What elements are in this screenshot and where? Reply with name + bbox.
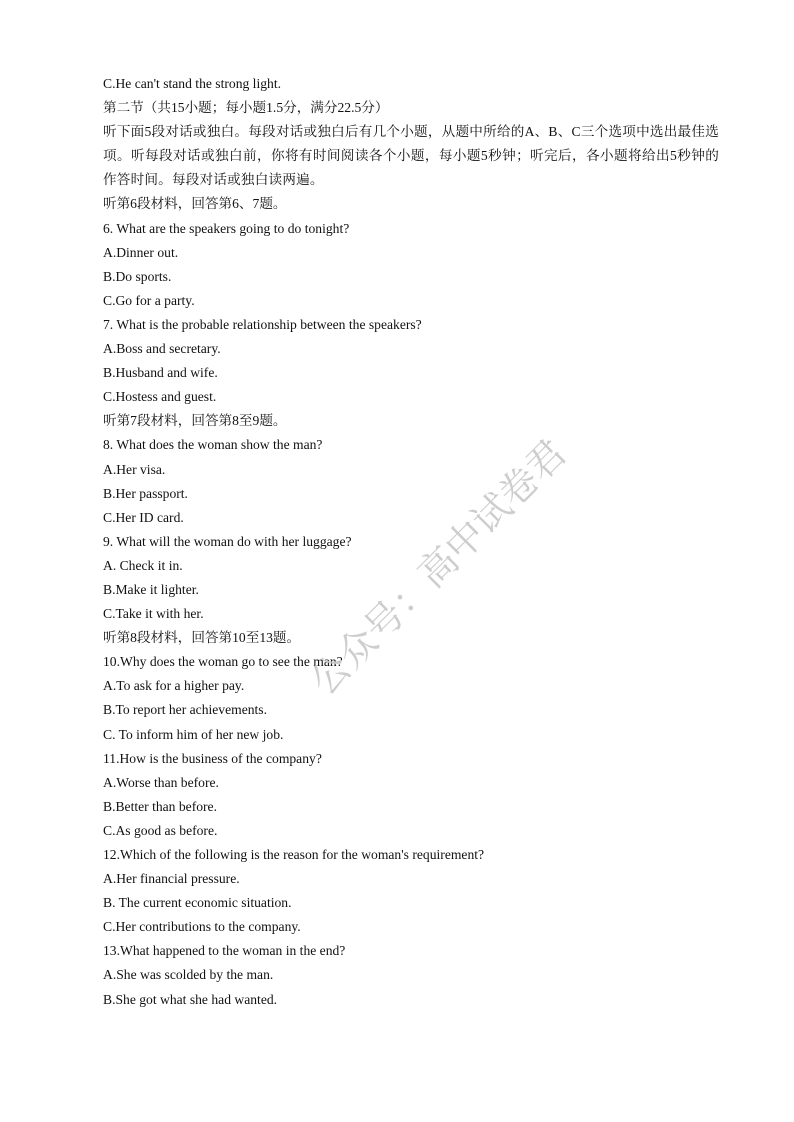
q6-option-a: A.Dinner out. bbox=[103, 244, 179, 260]
q7-option-a: A.Boss and secretary. bbox=[103, 341, 221, 357]
question-10: 10.Why does the woman go to see the man? bbox=[103, 654, 343, 670]
q12-option-c: C.Her contributions to the company. bbox=[103, 919, 301, 935]
q6-option-c: C.Go for a party. bbox=[103, 292, 195, 308]
q9-option-b: B.Make it lighter. bbox=[103, 581, 199, 597]
passage-6-heading: 听第6段材料，回答第6、7题。 bbox=[103, 196, 287, 212]
q7-option-c: C.Hostess and guest. bbox=[103, 389, 217, 405]
q9-option-c: C.Take it with her. bbox=[103, 606, 204, 622]
question-13: 13.What happened to the woman in the end? bbox=[103, 943, 346, 959]
passage-7-heading: 听第7段材料，回答第8至9题。 bbox=[103, 413, 287, 429]
q13-option-b: B.She got what she had wanted. bbox=[103, 991, 278, 1007]
question-11: 11.How is the business of the company? bbox=[103, 750, 322, 766]
q8-option-b: B.Her passport. bbox=[103, 485, 188, 501]
section-instructions: 听下面5段对话或独白。每段对话或独白后有几个小题，从题中所给的A、B、C三个选项中选出最佳选项。听每段对话或独白前，你将有时间阅读各个小题，每小题5秒钟；听完后，各小题将给出5秒钟的作答时间。每段对话或独白读两遍。 bbox=[103, 124, 719, 188]
q11-option-c: C.As good as before. bbox=[103, 822, 218, 838]
watermark: 公众号：高中试卷君 bbox=[301, 430, 575, 704]
q12-option-a: A.Her financial pressure. bbox=[103, 871, 240, 887]
q10-option-c: C. To inform him of her new job. bbox=[103, 726, 284, 742]
question-7: 7. What is the probable relationship between the speakers? bbox=[103, 316, 422, 332]
document-page bbox=[0, 72, 794, 1012]
q10-option-b: B.To report her achievements. bbox=[103, 702, 268, 718]
question-6: 6. What are the speakers going to do tonight? bbox=[103, 220, 350, 236]
question-9: 9. What will the woman do with her luggage? bbox=[103, 533, 352, 549]
question-12: 12.Which of the following is the reason for the woman's requirement? bbox=[103, 847, 485, 862]
q8-option-c: C.Her ID card. bbox=[103, 509, 184, 525]
q8-option-a: A.Her visa. bbox=[103, 461, 166, 477]
q11-option-a: A.Worse than before. bbox=[103, 774, 219, 790]
q13-option-a: A.She was scolded by the man. bbox=[103, 967, 274, 983]
q9-option-a: A. Check it in. bbox=[103, 557, 183, 573]
section-heading: 第二节（共15小题；每小题1.5分，满分22.5分） bbox=[103, 100, 389, 116]
q7-option-b: B.Husband and wife. bbox=[103, 365, 218, 381]
q10-option-a: A.To ask for a higher pay. bbox=[103, 678, 245, 694]
question-8: 8. What does the woman show the man? bbox=[103, 437, 323, 453]
q11-option-b: B.Better than before. bbox=[103, 798, 217, 814]
passage-8-heading: 听第8段材料，回答第10至13题。 bbox=[103, 630, 301, 646]
q6-option-b: B.Do sports. bbox=[103, 268, 172, 284]
option-c-q5: C.He can't stand the strong light. bbox=[103, 76, 282, 91]
q12-option-b: B. The current economic situation. bbox=[103, 895, 292, 911]
